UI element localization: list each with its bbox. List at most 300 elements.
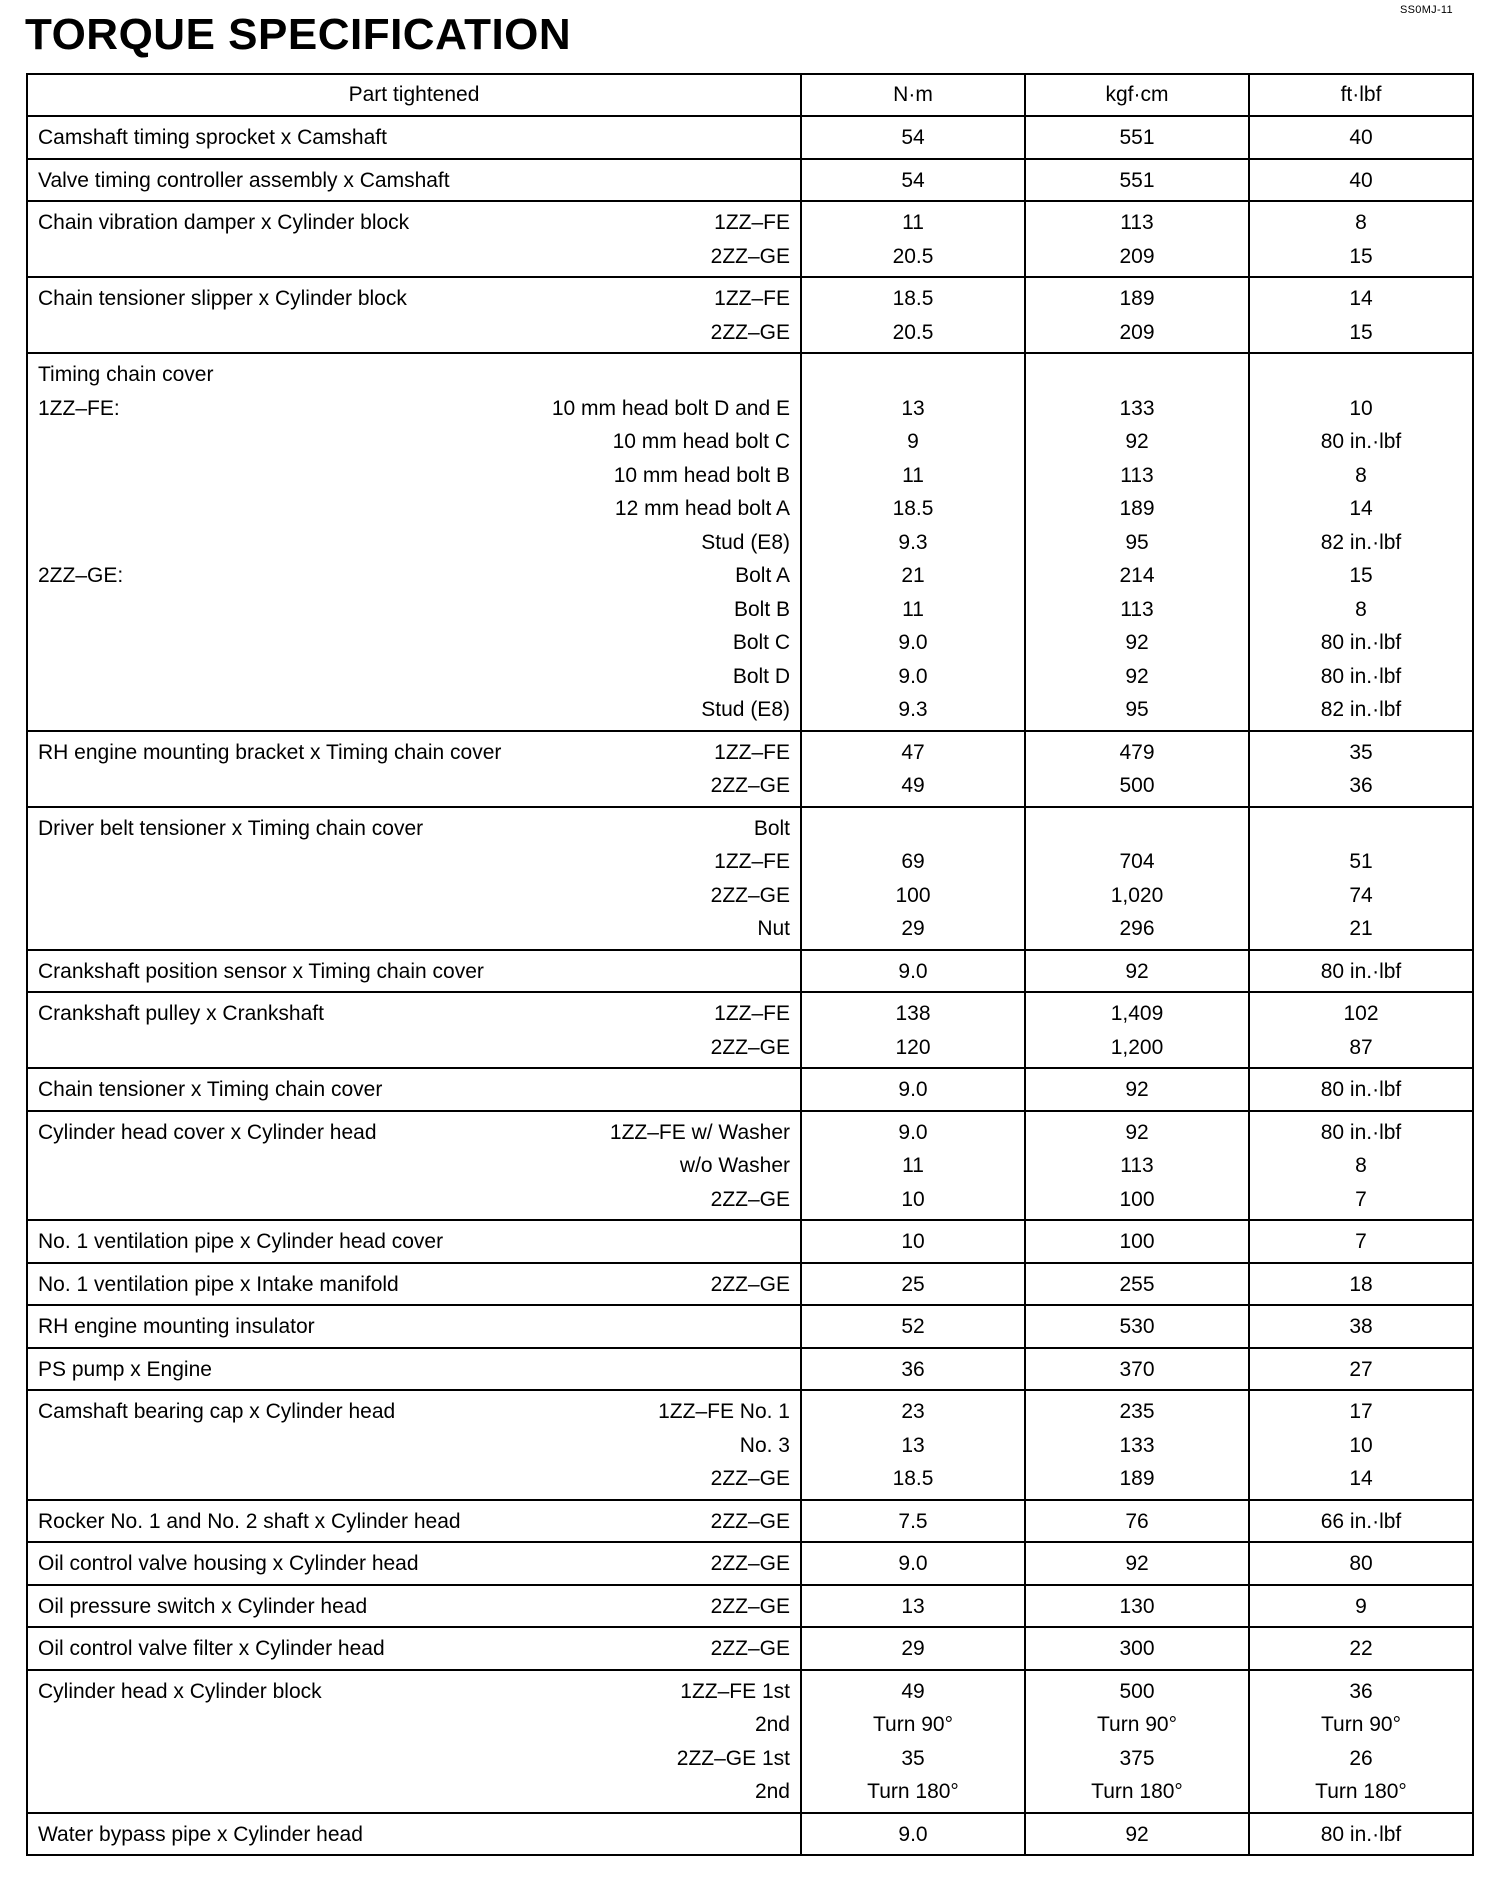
torque-kgf-cm-value: 189 <box>1119 287 1155 310</box>
torque-nm-cell <box>801 201 1025 277</box>
torque-ft-lbf-value: 80 in.·lbf <box>1320 959 1402 983</box>
torque-kgf-cm-cell <box>1025 1670 1249 1813</box>
part-line <box>28 1632 800 1666</box>
part-variant: 1ZZ–FE w/ Washer <box>609 1120 790 1144</box>
torque-ft-lbf-value: 9 <box>1355 1594 1367 1618</box>
header-ft-lbf: ft·lbf <box>1249 74 1473 116</box>
torque-ft-lbf-value: 15 <box>1349 564 1373 587</box>
torque-kgf-cm-value: 113 <box>1120 1154 1154 1177</box>
part-variant: 2nd <box>754 1780 790 1803</box>
page-title: TORQUE SPECIFICATION <box>25 10 572 59</box>
part-variant: 2ZZ–GE <box>710 774 790 797</box>
table-row <box>27 1263 1473 1306</box>
part-line <box>28 492 800 526</box>
torque-ft-lbf-cell <box>1249 353 1473 731</box>
part-name: Camshaft timing sprocket x Camshaft <box>38 126 387 149</box>
torque-ft-lbf-value: 35 <box>1349 740 1373 764</box>
part-line <box>28 1675 800 1709</box>
torque-kgf-cm-value: 189 <box>1119 497 1155 520</box>
torque-ft-lbf-value: 14 <box>1349 497 1373 520</box>
table-row <box>27 353 1473 731</box>
torque-nm-cell <box>801 1068 1025 1111</box>
torque-ft-lbf-cell <box>1249 1068 1473 1111</box>
part-variant: 2nd <box>754 1713 790 1736</box>
torque-nm-cell <box>801 1305 1025 1348</box>
torque-kgf-cm-value: 113 <box>1120 597 1154 621</box>
torque-ft-lbf-value: 36 <box>1349 1679 1373 1703</box>
header-kgf-cm: kgf·cm <box>1025 74 1249 116</box>
part-line <box>28 526 800 560</box>
torque-kgf-cm-value: 479 <box>1119 740 1155 764</box>
torque-ft-lbf-value: 21 <box>1349 917 1373 940</box>
part-cell <box>27 1500 801 1543</box>
torque-nm-value: 9.0 <box>898 1552 928 1575</box>
torque-nm-value: 9.3 <box>898 530 928 554</box>
torque-kgf-cm-value: Turn 90° <box>1097 1713 1177 1736</box>
part-line <box>28 1775 800 1809</box>
torque-ft-lbf-value: 80 in.·lbf <box>1320 1822 1402 1846</box>
torque-ft-lbf-value <box>1250 358 1472 392</box>
part-line <box>28 1225 800 1259</box>
part-cell <box>27 277 801 353</box>
part-name: Oil control valve housing x Cylinder head <box>38 1552 419 1575</box>
part-line <box>28 1547 800 1581</box>
part-line <box>28 660 800 694</box>
part-line <box>28 121 800 155</box>
part-variant: 10 mm head bolt B <box>613 463 790 487</box>
torque-kgf-cm-value <box>1026 358 1248 392</box>
torque-ft-lbf-value: 40 <box>1349 126 1373 149</box>
torque-ft-lbf-value: 80 in.·lbf <box>1320 664 1402 688</box>
part-line <box>28 1505 800 1539</box>
torque-kgf-cm-value: 113 <box>1120 211 1154 234</box>
torque-kgf-cm-value: 92 <box>1125 430 1149 453</box>
part-variant: 2ZZ–GE <box>710 320 790 344</box>
part-name: Chain tensioner slipper x Cylinder block <box>38 287 407 310</box>
torque-ft-lbf-cell <box>1249 1348 1473 1391</box>
torque-ft-lbf-value: 74 <box>1349 883 1373 907</box>
part-name: 1ZZ–FE: <box>38 396 120 420</box>
part-variant: 2ZZ–GE <box>710 244 790 268</box>
table-body <box>27 116 1473 1855</box>
torque-ft-lbf-cell <box>1249 159 1473 202</box>
torque-kgf-cm-value: 235 <box>1119 1400 1155 1423</box>
part-variant: 2ZZ–GE <box>710 1272 790 1296</box>
torque-nm-value: 9.0 <box>898 664 928 688</box>
torque-nm-cell <box>801 1111 1025 1221</box>
torque-ft-lbf-value: 82 in.·lbf <box>1320 698 1402 721</box>
part-cell <box>27 1068 801 1111</box>
part-line <box>28 358 800 392</box>
torque-kgf-cm-cell <box>1025 201 1249 277</box>
part-cell <box>27 1813 801 1856</box>
part-variant: Bolt A <box>735 564 790 587</box>
torque-nm-cell <box>801 1390 1025 1500</box>
torque-nm-value: 11 <box>902 211 924 234</box>
table-row <box>27 1348 1473 1391</box>
part-line <box>28 316 800 350</box>
part-cell <box>27 950 801 993</box>
torque-nm-cell <box>801 116 1025 159</box>
torque-kgf-cm-value: 130 <box>1119 1594 1155 1618</box>
torque-ft-lbf-cell <box>1249 1585 1473 1628</box>
torque-nm-cell <box>801 807 1025 950</box>
part-name: PS pump x Engine <box>38 1357 212 1381</box>
torque-ft-lbf-value: 15 <box>1349 244 1373 268</box>
part-line <box>28 1149 800 1183</box>
torque-ft-lbf-value: 7 <box>1355 1187 1367 1211</box>
table-row <box>27 807 1473 950</box>
torque-ft-lbf-value: 22 <box>1349 1637 1373 1660</box>
torque-ft-lbf-value: Turn 90° <box>1321 1713 1401 1736</box>
torque-kgf-cm-value: 92 <box>1125 1822 1149 1846</box>
torque-nm-cell <box>801 159 1025 202</box>
torque-nm-cell <box>801 731 1025 807</box>
torque-nm-value: 138 <box>895 1002 931 1025</box>
torque-kgf-cm-value: 92 <box>1125 1552 1149 1575</box>
torque-ft-lbf-value: 87 <box>1349 1035 1373 1059</box>
header-part: Part tightened <box>27 74 801 116</box>
torque-nm-value: 13 <box>901 396 925 420</box>
torque-kgf-cm-value: 1,200 <box>1110 1035 1164 1059</box>
torque-ft-lbf-cell <box>1249 1627 1473 1670</box>
part-variant: Bolt C <box>732 631 790 654</box>
part-cell <box>27 1627 801 1670</box>
part-variant: w/o Washer <box>679 1154 790 1177</box>
part-variant: Bolt D <box>732 664 790 688</box>
torque-ft-lbf-value: 8 <box>1355 211 1367 234</box>
torque-kgf-cm-cell <box>1025 731 1249 807</box>
torque-nm-value: 18.5 <box>892 497 934 520</box>
torque-nm-value: 54 <box>901 126 925 149</box>
torque-ft-lbf-value: 10 <box>1349 1433 1373 1457</box>
torque-ft-lbf-value: 14 <box>1349 1467 1373 1490</box>
part-line <box>28 1395 800 1429</box>
torque-nm-cell <box>801 1500 1025 1543</box>
torque-kgf-cm-cell <box>1025 159 1249 202</box>
torque-kgf-cm-value: 530 <box>1119 1315 1155 1338</box>
torque-ft-lbf-value: 82 in.·lbf <box>1320 530 1402 554</box>
torque-kgf-cm-value: 255 <box>1119 1272 1155 1296</box>
torque-nm-value: 100 <box>895 883 931 907</box>
torque-nm-value: 29 <box>901 1637 925 1660</box>
torque-ft-lbf-value: 80 <box>1349 1552 1373 1575</box>
part-name: Water bypass pipe x Cylinder head <box>38 1822 363 1846</box>
torque-kgf-cm-value: 500 <box>1119 1679 1155 1703</box>
torque-nm-value: 11 <box>902 463 924 487</box>
part-line <box>28 1073 800 1107</box>
torque-ft-lbf-value: 8 <box>1355 463 1367 487</box>
table-row <box>27 159 1473 202</box>
torque-nm-value: 49 <box>901 1679 925 1703</box>
torque-kgf-cm-value: 296 <box>1119 917 1155 940</box>
table-row <box>27 1585 1473 1628</box>
torque-kgf-cm-value: 92 <box>1125 631 1149 654</box>
torque-kgf-cm-cell <box>1025 116 1249 159</box>
part-line <box>28 769 800 803</box>
part-line <box>28 559 800 593</box>
torque-ft-lbf-value: 80 in.·lbf <box>1320 631 1402 654</box>
part-name: Cylinder head cover x Cylinder head <box>38 1120 377 1144</box>
part-line <box>28 282 800 316</box>
table-row <box>27 1542 1473 1585</box>
torque-ft-lbf-value: Turn 180° <box>1315 1780 1407 1803</box>
part-name: Valve timing controller assembly x Camshaft <box>38 168 450 192</box>
table-row <box>27 1627 1473 1670</box>
torque-ft-lbf-cell <box>1249 116 1473 159</box>
part-variant: 2ZZ–GE 1st <box>676 1746 790 1770</box>
torque-nm-value: 54 <box>901 168 925 192</box>
torque-ft-lbf-value: 15 <box>1349 320 1373 344</box>
table-row <box>27 1068 1473 1111</box>
torque-kgf-cm-cell <box>1025 353 1249 731</box>
torque-ft-lbf-value: 102 <box>1343 1002 1379 1025</box>
torque-ft-lbf-cell <box>1249 1670 1473 1813</box>
part-line <box>28 1462 800 1496</box>
torque-kgf-cm-cell <box>1025 1390 1249 1500</box>
torque-nm-value: 9.0 <box>898 1822 928 1846</box>
part-line <box>28 392 800 426</box>
torque-kgf-cm-value: 500 <box>1119 774 1155 797</box>
torque-kgf-cm-value: 189 <box>1119 1467 1155 1490</box>
part-variant: 10 mm head bolt C <box>612 430 790 453</box>
part-name: Cylinder head x Cylinder block <box>38 1679 322 1703</box>
torque-nm-value: 52 <box>901 1315 925 1338</box>
torque-ft-lbf-value: 7 <box>1355 1230 1367 1253</box>
part-cell <box>27 1390 801 1500</box>
torque-nm-value: 35 <box>901 1746 925 1770</box>
torque-ft-lbf-cell <box>1249 807 1473 950</box>
part-variant: 1ZZ–FE <box>714 740 790 764</box>
torque-kgf-cm-value: 300 <box>1119 1637 1155 1660</box>
torque-ft-lbf-value: 38 <box>1349 1315 1373 1338</box>
part-cell <box>27 1263 801 1306</box>
part-name: Camshaft bearing cap x Cylinder head <box>38 1400 396 1423</box>
torque-kgf-cm-cell <box>1025 1348 1249 1391</box>
part-cell <box>27 1111 801 1221</box>
torque-ft-lbf-value: 51 <box>1349 850 1373 873</box>
part-cell <box>27 992 801 1068</box>
torque-nm-value: 9.0 <box>898 959 928 983</box>
torque-nm-value: Turn 90° <box>873 1713 953 1736</box>
torque-kgf-cm-value: 375 <box>1119 1746 1155 1770</box>
part-variant: 1ZZ–FE No. 1 <box>658 1400 790 1423</box>
torque-nm-value: Turn 180° <box>867 1780 959 1803</box>
part-line <box>28 912 800 946</box>
torque-nm-value: 9.3 <box>898 698 928 721</box>
torque-kgf-cm-value: 92 <box>1125 1120 1149 1144</box>
part-line <box>28 1590 800 1624</box>
part-cell <box>27 1542 801 1585</box>
torque-ft-lbf-cell <box>1249 201 1473 277</box>
torque-kgf-cm-cell <box>1025 1627 1249 1670</box>
part-variant: No. 3 <box>739 1433 790 1457</box>
torque-kgf-cm-value: 209 <box>1119 244 1155 268</box>
header-nm: N·m <box>801 74 1025 116</box>
torque-kgf-cm-value: 551 <box>1119 126 1155 149</box>
part-line <box>28 1818 800 1852</box>
part-variant: Bolt <box>753 816 790 840</box>
torque-nm-cell <box>801 277 1025 353</box>
torque-nm-value <box>802 812 1024 846</box>
torque-kgf-cm-cell <box>1025 1263 1249 1306</box>
torque-kgf-cm-cell <box>1025 1305 1249 1348</box>
torque-nm-cell <box>801 1220 1025 1263</box>
torque-ft-lbf-cell <box>1249 1263 1473 1306</box>
torque-kgf-cm-value: 95 <box>1125 530 1149 554</box>
part-variant: 2ZZ–GE <box>710 1509 790 1533</box>
part-line <box>28 955 800 989</box>
torque-nm-value: 7.5 <box>898 1509 928 1533</box>
torque-kgf-cm-value <box>1026 812 1248 846</box>
torque-nm-value <box>802 358 1024 392</box>
table-row <box>27 1305 1473 1348</box>
torque-nm-cell <box>801 1813 1025 1856</box>
torque-ft-lbf-cell <box>1249 1220 1473 1263</box>
table-row <box>27 731 1473 807</box>
part-line <box>28 1310 800 1344</box>
torque-nm-value: 9.0 <box>898 1078 928 1101</box>
part-line <box>28 1183 800 1217</box>
torque-ft-lbf-value: 80 in.·lbf <box>1320 1078 1402 1101</box>
torque-nm-value: 11 <box>902 1154 924 1177</box>
part-cell <box>27 807 801 950</box>
torque-kgf-cm-value: 92 <box>1125 1078 1149 1101</box>
part-variant: 1ZZ–FE <box>714 287 790 310</box>
torque-nm-value: 18.5 <box>892 287 934 310</box>
torque-nm-value: 23 <box>901 1400 925 1423</box>
part-variant: 2ZZ–GE <box>710 1637 790 1660</box>
part-variant: 1ZZ–FE <box>714 850 790 873</box>
part-variant: 2ZZ–GE <box>710 1187 790 1211</box>
part-name: Oil pressure switch x Cylinder head <box>38 1594 368 1618</box>
torque-ft-lbf-cell <box>1249 1542 1473 1585</box>
torque-ft-lbf-cell <box>1249 992 1473 1068</box>
torque-kgf-cm-value: 133 <box>1119 396 1155 420</box>
torque-nm-cell <box>801 1670 1025 1813</box>
torque-kgf-cm-value: 214 <box>1119 564 1155 587</box>
torque-nm-value: 21 <box>901 564 925 587</box>
torque-nm-value: 18.5 <box>892 1467 934 1490</box>
torque-kgf-cm-cell <box>1025 1585 1249 1628</box>
part-variant: Nut <box>757 917 790 940</box>
part-line <box>28 1708 800 1742</box>
torque-nm-value: 120 <box>895 1035 931 1059</box>
torque-kgf-cm-value: 92 <box>1125 959 1149 983</box>
part-cell <box>27 1670 801 1813</box>
torque-ft-lbf-cell <box>1249 1500 1473 1543</box>
part-name: RH engine mounting bracket x Timing chain cover <box>38 740 502 764</box>
torque-kgf-cm-cell <box>1025 807 1249 950</box>
torque-kgf-cm-cell <box>1025 1111 1249 1221</box>
part-variant: 2ZZ–GE <box>710 1552 790 1575</box>
torque-ft-lbf-value: 8 <box>1355 1154 1367 1177</box>
torque-nm-value: 36 <box>901 1357 925 1381</box>
table-row <box>27 1220 1473 1263</box>
table-row <box>27 1500 1473 1543</box>
torque-kgf-cm-value: 113 <box>1120 463 1154 487</box>
torque-nm-value: 69 <box>901 850 925 873</box>
torque-nm-value: 13 <box>901 1594 925 1618</box>
part-line <box>28 997 800 1031</box>
torque-kgf-cm-value: 551 <box>1119 168 1155 192</box>
part-name: Crankshaft pulley x Crankshaft <box>38 1002 324 1025</box>
part-variant: Stud (E8) <box>701 698 790 721</box>
torque-ft-lbf-cell <box>1249 1111 1473 1221</box>
part-line <box>28 1268 800 1302</box>
torque-kgf-cm-value: 370 <box>1119 1357 1155 1381</box>
torque-kgf-cm-cell <box>1025 1068 1249 1111</box>
table-row <box>27 950 1473 993</box>
part-line <box>28 845 800 879</box>
torque-table <box>26 73 1474 1856</box>
torque-ft-lbf-value: 80 in.·lbf <box>1320 1120 1402 1144</box>
part-cell <box>27 353 801 731</box>
part-line <box>28 1031 800 1065</box>
torque-nm-cell <box>801 353 1025 731</box>
part-line <box>28 459 800 493</box>
torque-ft-lbf-value: 8 <box>1355 597 1367 621</box>
part-variant: Stud (E8) <box>701 530 790 554</box>
torque-kgf-cm-value: 1,020 <box>1110 883 1164 907</box>
torque-ft-lbf-cell <box>1249 277 1473 353</box>
torque-kgf-cm-value: 704 <box>1119 850 1155 873</box>
torque-nm-value: 20.5 <box>892 244 934 268</box>
table-row <box>27 116 1473 159</box>
part-cell <box>27 731 801 807</box>
torque-kgf-cm-value: 1,409 <box>1110 1002 1164 1025</box>
torque-nm-value: 11 <box>902 597 924 621</box>
part-line <box>28 626 800 660</box>
torque-nm-cell <box>801 1542 1025 1585</box>
part-name: RH engine mounting insulator <box>38 1315 315 1338</box>
part-variant: 2ZZ–GE <box>710 883 790 907</box>
part-name: Oil control valve filter x Cylinder head <box>38 1637 385 1660</box>
part-line <box>28 1353 800 1387</box>
part-line <box>28 1429 800 1463</box>
torque-kgf-cm-cell <box>1025 1542 1249 1585</box>
part-variant: 2ZZ–GE <box>710 1035 790 1059</box>
torque-ft-lbf-value: 36 <box>1349 774 1373 797</box>
part-line <box>28 240 800 274</box>
part-line <box>28 206 800 240</box>
torque-ft-lbf-value: 26 <box>1349 1746 1373 1770</box>
torque-ft-lbf-value: 18 <box>1349 1272 1373 1296</box>
torque-kgf-cm-value: 209 <box>1119 320 1155 344</box>
torque-kgf-cm-cell <box>1025 1220 1249 1263</box>
part-variant: Bolt B <box>733 597 790 621</box>
part-cell <box>27 201 801 277</box>
torque-kgf-cm-value: 95 <box>1125 698 1149 721</box>
torque-nm-cell <box>801 1263 1025 1306</box>
part-cell <box>27 159 801 202</box>
torque-kgf-cm-cell <box>1025 992 1249 1068</box>
torque-nm-value: 49 <box>901 774 925 797</box>
torque-ft-lbf-value: 17 <box>1349 1400 1373 1423</box>
torque-nm-value: 9.0 <box>898 631 928 654</box>
torque-ft-lbf-cell <box>1249 1305 1473 1348</box>
part-line <box>28 593 800 627</box>
torque-ft-lbf-value: 27 <box>1349 1357 1373 1381</box>
part-line <box>28 164 800 198</box>
torque-kgf-cm-value: 100 <box>1119 1187 1155 1211</box>
part-line <box>28 693 800 727</box>
part-name: Driver belt tensioner x Timing chain cover <box>38 816 424 840</box>
part-line <box>28 1742 800 1776</box>
part-variant: 1ZZ–FE <box>714 211 790 234</box>
torque-nm-value: 10 <box>901 1187 925 1211</box>
torque-ft-lbf-value: 80 in.·lbf <box>1320 430 1402 453</box>
